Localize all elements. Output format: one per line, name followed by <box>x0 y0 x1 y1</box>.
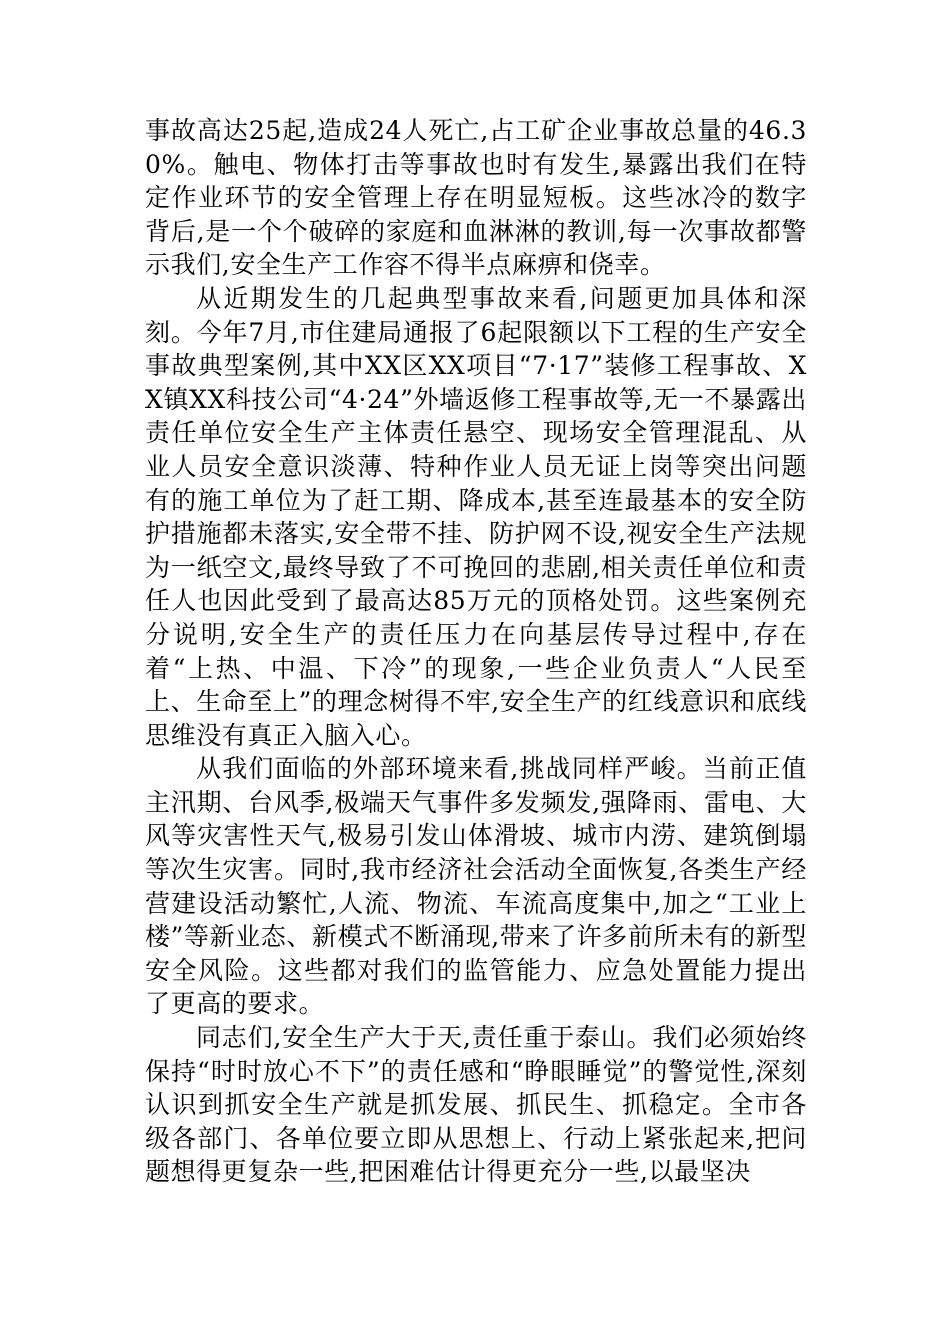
paragraph-3: 从我们面临的外部环境来看,挑战同样严峻。当前正值主汛期、台风季,极端天气事件多发频发,强降雨、雷电、大风等灾害性天气,极易引发山体滑坡、城市内涝、建筑倒塌等次生灾害。同时,我市经济社会活动全面恢复,各类生产经营建设活动繁忙,人流、物流、车流高度集中,加之“工业上楼”等新业态、新模式不断涌现,带来了许多前所未有的新型安全风险。这些都对我们的监管能力、应急处置能力提出了更高的要求。 <box>145 754 807 1019</box>
paragraph-2: 从近期发生的几起典型事故来看,问题更加具体和深刻。今年7月,市住建局通报了6起限额以下工程的生产安全事故典型案例,其中XX区XX项目“7·17”装修工程事故、XX镇XX科技公司“4·24”外墙返修工程事故等,无一不暴露出责任单位安全生产主体责任悬空、现场安全管理混乱、从业人员安全意识淡薄、特种作业人员无证上岗等突出问题有的施工单位为了赶工期、降成本,甚至连最基本的安全防护措施都未落实,安全带不挂、防护网不设,视安全生产法规为一纸空文,最终导致了不可挽回的悲剧,相关责任单位和责任人也因此受到了最高达85万元的顶格处罚。这些案例充分说明,安全生产的责任压力在向基层传导过程中,存在着“上热、中温、下冷”的现象,一些企业负责人“人民至上、生命至上”的理念树得不牢,安全生产的红线意识和底线思维没有真正入脑入心。 <box>145 283 807 750</box>
paragraph-1: 事故高达25起,造成24人死亡,占工矿企业事故总量的46.30%。触电、物体打击等事故也时有发生,暴露出我们在特定作业环节的安全管理上存在明显短板。这些冰冷的数字背后,是一个个破碎的家庭和血淋淋的教训,每一次事故都警示我们,安全生产工作容不得半点麻痹和侥幸。 <box>145 116 807 280</box>
paragraph-4: 同志们,安全生产大于天,责任重于泰山。我们必须始终保持“时时放心不下”的责任感和“睁眼睡觉”的警觉性,深刻认识到抓安全生产就是抓发展、抓民生、抓稳定。全市各级各部门、各单位要立即从思想上、行动上紧张起来,把问题想得更复杂一些,把困难估计得更充分一些,以最坚决 <box>145 1023 807 1187</box>
document-body <box>145 114 807 1189</box>
